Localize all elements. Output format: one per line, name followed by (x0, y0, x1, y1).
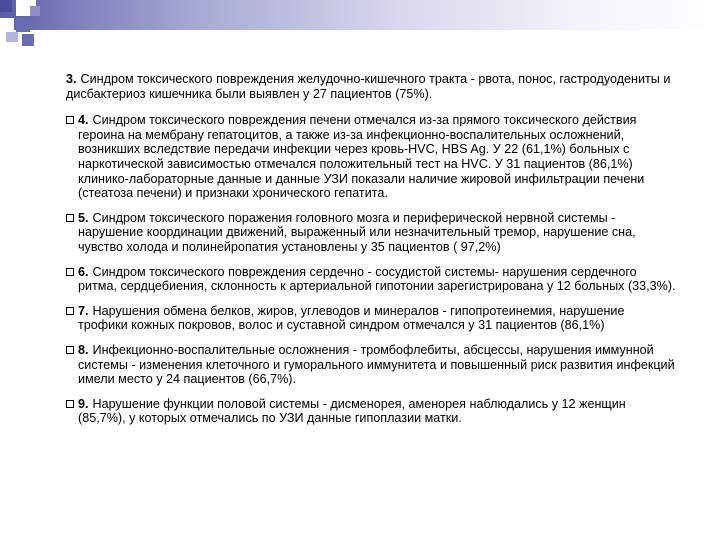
item-body: Синдром токсического поражения головного мозга и периферической нервной системы - нарушение координации движений, выраженный или незначительный тремор, нарушение сна, чувство холода и полинейропатия установлены у 35 пациентов ( 97,2%) (78, 210, 636, 254)
item-text (78, 343, 676, 387)
list-item (66, 72, 676, 101)
item-body: Нарушения обмена белков, жиров, углеводов и минералов - гипопротеинемия, нарушение трофики кожных покровов, волос и суставной синдром отмечался у 31 пациентов (86,1%) (78, 303, 625, 333)
square-bullet-icon (66, 346, 74, 354)
item-number: 7. (78, 303, 89, 318)
decorative-square (0, 18, 14, 32)
square-bullet-icon (66, 268, 74, 276)
item-body: Нарушение функции половой системы - дисменорея, аменорея наблюдались у 12 женщин (85,7%), у которых отмечались по УЗИ данные гипоплазии матки. (78, 396, 626, 426)
item-text (78, 304, 676, 333)
item-text (66, 72, 676, 101)
square-bullet-icon (66, 307, 74, 315)
list-item (66, 211, 676, 255)
decorative-square (30, 6, 40, 16)
header-gradient-band (0, 0, 720, 30)
decorative-square (16, 18, 30, 32)
item-text (78, 265, 676, 294)
item-number: 8. (78, 342, 89, 357)
square-bullet-icon (66, 214, 74, 222)
decorative-square (22, 34, 34, 46)
item-number: 9. (78, 396, 89, 411)
slide-body (66, 72, 676, 436)
square-bullet-icon (66, 400, 74, 408)
list-item (66, 304, 676, 333)
list-item (66, 397, 676, 426)
item-body: Инфекционно-воспалительные осложнения - тромбофлебиты, абсцессы, нарушения иммунной системы - изменения клеточного и гуморального иммунитета и повышенный риск развития инфекций имели место у 24 пациентов (66,7%). (78, 342, 675, 387)
square-bullet-icon (66, 116, 74, 124)
list-item (66, 343, 676, 387)
decorative-square (6, 32, 18, 42)
item-text (78, 211, 676, 255)
item-number: 5. (78, 210, 89, 225)
item-body: Синдром токсического повреждения печени отмечался из-за прямого токсического действия героина на мембрану гепатоцитов, а также из-за инфекционно-воспалительных осложнений, возникших вследствие передачи инфекции через кровь-HVC, HBS Ag. У 22 (61,1%) больных с наркотической зависимостью отмечался положительный тест на HVC. У 31 пациентов (86,1%) клинико-лабораторные данные и данные УЗИ показали наличие жировой инфильтрации печени (стеатоза печени) и признаки хронического гепатита. (78, 113, 645, 201)
list-item (66, 113, 676, 201)
list-item (66, 265, 676, 294)
item-number: 3. (66, 72, 77, 86)
item-number: 4. (78, 113, 89, 128)
item-body: Синдром токсического повреждения желудочно-кишечного тракта - рвота, понос, гастродуодениты и дисбактериоз кишечника были выявлен у 27 пациентов (75%). (66, 72, 671, 101)
decorative-square (0, 0, 12, 12)
item-text (78, 113, 676, 201)
item-number: 6. (78, 264, 89, 279)
item-body: Синдром токсического повреждения сердечно - сосудистой системы- нарушения сердечного ритма, сердцебиения, склонность к артериальной гипотонии зарегистрирована у 12 больных (33,3%). (78, 264, 676, 294)
item-text (78, 397, 676, 426)
